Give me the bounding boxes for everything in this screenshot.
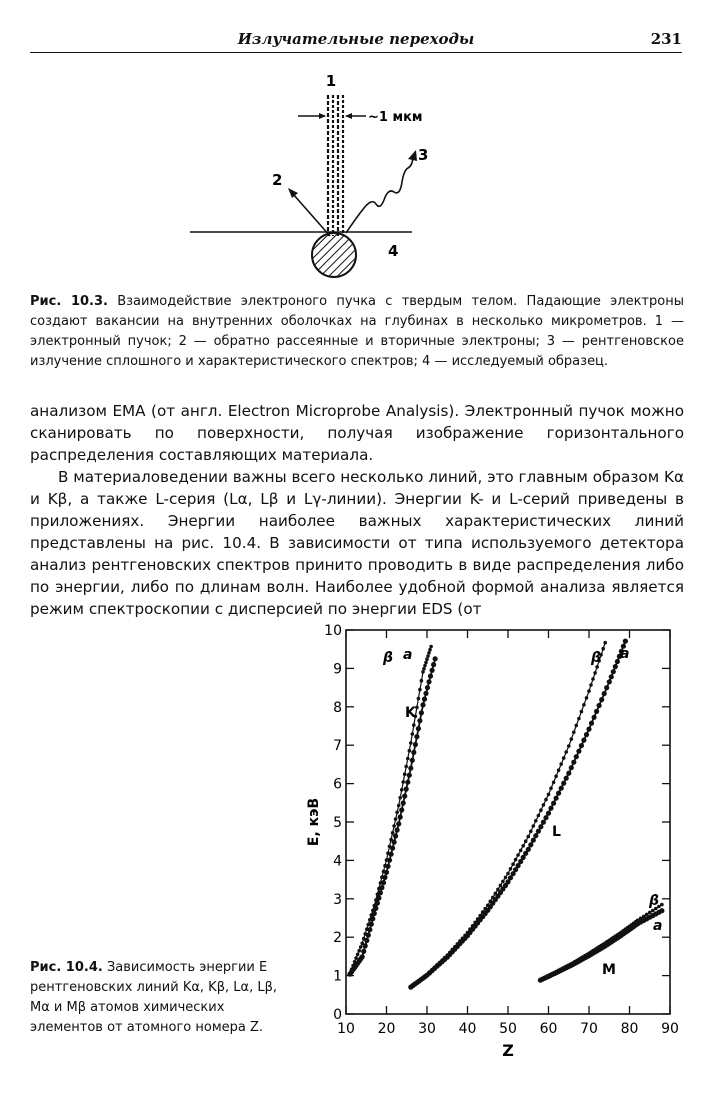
data-point (557, 768, 561, 772)
data-point (360, 954, 365, 959)
x-tick-label: 40 (458, 1021, 477, 1037)
data-point (501, 880, 505, 884)
data-point (423, 664, 427, 668)
data-point (559, 786, 564, 791)
data-point (572, 730, 576, 734)
x-tick-label: 80 (620, 1021, 639, 1037)
data-point (556, 791, 561, 796)
data-point (361, 949, 366, 954)
data-point (531, 838, 536, 843)
figure-electron-beam-interaction (180, 68, 510, 290)
data-point (541, 820, 546, 825)
data-point (410, 758, 415, 763)
data-point (539, 808, 543, 812)
data-point (471, 924, 475, 928)
data-point (468, 927, 472, 931)
data-point (377, 887, 381, 891)
series-Kβ (348, 645, 433, 975)
data-point (400, 788, 404, 792)
data-point (416, 726, 421, 731)
data-point (524, 839, 528, 843)
annotation: K (405, 705, 416, 721)
data-point (548, 806, 553, 811)
data-point (357, 949, 361, 953)
data-point (426, 654, 430, 658)
data-point (566, 771, 571, 776)
annotation: a (653, 918, 663, 934)
series-Lα (408, 639, 628, 990)
data-point (431, 662, 436, 667)
data-point (532, 824, 536, 828)
data-point (584, 732, 589, 737)
data-point (430, 668, 435, 673)
series-Kα (347, 656, 437, 977)
backscatter-arrow (288, 188, 330, 236)
data-point (351, 964, 355, 968)
paragraph: анализом ЕМА (от англ. Electron Microprobe Analysis). Электронный пучок можно сканировать по поверхности, получая изображение горизонтального распределения составляющих материала. (30, 402, 684, 464)
data-point (499, 884, 503, 888)
x-tick-label: 50 (499, 1021, 517, 1037)
data-point (401, 800, 406, 805)
data-point (395, 811, 399, 815)
data-point (403, 772, 407, 776)
data-point (362, 937, 366, 941)
data-point (414, 734, 419, 739)
data-point (425, 685, 430, 690)
data-point (571, 760, 576, 765)
data-point (428, 674, 433, 679)
data-point (409, 741, 413, 745)
x-tick-label: 60 (539, 1021, 558, 1037)
data-point (404, 787, 409, 792)
y-tick-label: 2 (333, 930, 342, 947)
label-beam: 1 (325, 72, 337, 90)
data-point (496, 888, 500, 892)
data-point (391, 831, 395, 835)
data-point (521, 844, 525, 848)
data-point (579, 743, 584, 748)
data-point (478, 914, 482, 918)
data-point (429, 645, 433, 649)
running-title: Излучательные переходы (237, 30, 475, 48)
data-point (494, 892, 498, 896)
data-point (589, 683, 593, 687)
data-point (425, 657, 429, 661)
annotation: a (620, 646, 630, 662)
data-point (420, 679, 424, 683)
annotation: β (383, 650, 394, 666)
data-point (591, 677, 595, 681)
data-point (408, 766, 413, 771)
annotation: M (602, 962, 616, 978)
data-point (433, 656, 438, 661)
x-tick-label: 10 (337, 1021, 355, 1037)
data-point (567, 744, 571, 748)
series-Lβ (409, 641, 607, 988)
figure-10-3-caption (30, 292, 684, 372)
label-sample: 4 (388, 242, 399, 260)
data-point (385, 858, 389, 862)
y-tick-label: 4 (333, 853, 342, 870)
data-point (489, 900, 493, 904)
annotation: β (591, 650, 602, 666)
data-point (601, 647, 605, 651)
y-tick-label: 7 (333, 738, 342, 755)
interaction-volume (312, 233, 356, 277)
data-point (418, 688, 422, 692)
data-point (527, 835, 531, 839)
data-point (398, 796, 402, 800)
data-point (393, 833, 398, 838)
paragraph: В материаловедении важны всего несколько линий, это главным образом Kα и Kβ, а также L-серия (Lα, Lβ и Lγ-линии). Энергии K- и L-серий приведены в приложениях. Энергии наиболее важных характеристических линий представлены на рис. 10.4. В зависимости от типа используемого детектора анализ рентгеновских спектров принито проводить в виде распределения либо по энергии, либо по длинам волн. Наиболее удобной формой анализа является режим спектроскопии с дисперсией по энергии EDS (от (30, 468, 684, 618)
y-tick-label: 0 (333, 1007, 342, 1023)
data-point (604, 685, 609, 690)
data-point (645, 913, 649, 917)
data-point (413, 742, 418, 747)
figure-10-4-caption (30, 958, 280, 1038)
y-tick-label: 10 (324, 623, 342, 639)
data-point (417, 697, 421, 701)
caption-text: Зависимость энергии E рентгеновских линий Kα, Kβ, Lα, Lβ, Mα и Mβ атомов химических элементов от атомного номера Z. (30, 960, 278, 1035)
data-point (408, 749, 412, 753)
y-tick-label: 8 (333, 699, 342, 716)
data-point (354, 956, 358, 960)
data-point (542, 803, 546, 807)
xray-energy-chart (296, 622, 696, 1062)
data-point (422, 667, 426, 671)
data-point (411, 732, 415, 736)
data-point (528, 842, 533, 847)
data-point (483, 907, 487, 911)
data-point (581, 738, 586, 743)
data-point (463, 934, 467, 938)
data-point (506, 872, 510, 876)
data-point (603, 641, 607, 645)
series-line (411, 643, 605, 987)
data-point (373, 904, 377, 908)
data-point (559, 762, 563, 766)
data-point (577, 717, 581, 721)
data-point (396, 821, 401, 826)
data-point (395, 827, 400, 832)
size-label: ~1 мкм (368, 110, 423, 125)
data-point (370, 913, 374, 917)
data-point (648, 911, 652, 915)
data-point (594, 709, 599, 714)
data-point (554, 796, 559, 801)
electron-beam (328, 95, 343, 236)
page-header (30, 30, 682, 53)
data-point (486, 904, 490, 908)
data-point (405, 780, 410, 785)
data-point (394, 817, 398, 821)
annotation: a (403, 647, 413, 663)
annotation: β (649, 893, 660, 909)
data-point (412, 723, 416, 727)
data-point (374, 898, 378, 902)
data-point (399, 807, 404, 812)
data-point (411, 750, 416, 755)
data-point (421, 670, 425, 674)
data-point (639, 917, 643, 921)
data-point (382, 870, 386, 874)
data-point (533, 833, 538, 838)
data-point (514, 858, 518, 862)
data-point (456, 942, 460, 946)
data-point (397, 804, 401, 808)
data-point (609, 674, 614, 679)
data-point (401, 780, 405, 784)
data-point (562, 756, 566, 760)
data-point (353, 960, 357, 964)
data-point (642, 915, 646, 919)
data-point (428, 648, 432, 652)
data-point (386, 851, 390, 855)
data-point (602, 691, 607, 696)
data-point (426, 679, 431, 684)
caption-text: Взаимодействие электроного пучка с твердым телом. Падающие электроны создают вакансии на внутренних оболочках на глубинах в несколько микрометров. 1 — электронный пучок; 2 — обратно рассеянные и вторичные электроны; 3 — рентгеновское излучение сплошного и характеристического спектров; 4 — исследуемый образец. (30, 294, 684, 369)
data-point (379, 881, 383, 885)
data-point (592, 715, 597, 720)
data-point (538, 824, 543, 829)
data-point (458, 939, 462, 943)
data-point (651, 909, 655, 913)
y-tick-label: 1 (333, 968, 342, 985)
x-tick-label: 70 (580, 1021, 598, 1037)
x-axis-label: Z (502, 1041, 514, 1060)
data-point (446, 953, 450, 957)
data-point (407, 773, 412, 778)
data-point (371, 909, 375, 913)
annotation: L (552, 824, 561, 840)
data-point (575, 724, 579, 728)
label-xray: 3 (418, 146, 429, 164)
data-point (389, 838, 393, 842)
data-point (380, 875, 384, 879)
data-point (564, 750, 568, 754)
data-point (356, 953, 360, 957)
x-tick-label: 30 (418, 1021, 436, 1037)
x-tick-label: 20 (377, 1021, 396, 1037)
data-point (419, 710, 424, 715)
data-point (519, 849, 523, 853)
data-point (365, 927, 369, 931)
data-point (453, 945, 457, 949)
data-point (529, 830, 533, 834)
data-point (360, 942, 364, 946)
xray-arrow (346, 150, 417, 233)
data-point (564, 776, 569, 781)
data-point (424, 661, 428, 665)
data-point (348, 971, 352, 975)
data-point (580, 710, 584, 714)
data-point (587, 689, 591, 693)
data-point (549, 787, 553, 791)
data-point (585, 696, 589, 700)
y-tick-label: 5 (333, 815, 342, 831)
data-point (383, 864, 387, 868)
data-point (582, 703, 586, 707)
data-point (570, 737, 574, 741)
data-point (392, 824, 396, 828)
data-point (659, 908, 664, 913)
data-point (476, 917, 480, 921)
data-point (597, 703, 602, 708)
data-point (574, 754, 579, 759)
y-tick-label: 6 (333, 776, 342, 793)
data-point (537, 814, 541, 818)
data-point (422, 697, 427, 702)
data-point (544, 798, 548, 802)
data-point (359, 945, 363, 949)
data-point (607, 679, 612, 684)
data-point (546, 811, 551, 816)
data-point (552, 781, 556, 785)
data-point (593, 671, 597, 675)
data-point (589, 721, 594, 726)
data-point (534, 819, 538, 823)
data-point (423, 691, 428, 696)
data-point (473, 921, 477, 925)
y-tick-label: 3 (333, 891, 342, 908)
series-line (411, 641, 626, 987)
data-point (388, 845, 392, 849)
data-point (554, 774, 558, 778)
data-point (623, 639, 628, 644)
series-line (350, 647, 431, 973)
data-point (491, 896, 495, 900)
data-point (543, 815, 548, 820)
data-point (402, 794, 407, 799)
data-point (576, 749, 581, 754)
data-point (367, 923, 371, 927)
data-point (417, 718, 422, 723)
data-point (350, 967, 354, 971)
data-point (611, 669, 616, 674)
data-point (586, 727, 591, 732)
page-number: 231 (650, 30, 682, 48)
data-point (569, 765, 574, 770)
data-point (526, 847, 531, 852)
data-point (504, 876, 508, 880)
data-point (599, 697, 604, 702)
data-point (516, 853, 520, 857)
data-point (406, 757, 410, 761)
data-point (547, 793, 551, 797)
data-point (561, 781, 566, 786)
data-point (420, 702, 425, 707)
data-point (368, 918, 372, 922)
data-point (511, 862, 515, 866)
data-point (636, 919, 640, 923)
data-point (466, 931, 470, 935)
data-point (536, 829, 541, 834)
y-axis-label: E, кэВ (306, 797, 322, 847)
caption-label: Рис. 10.4. (30, 960, 103, 975)
data-point (660, 903, 664, 907)
data-point (481, 910, 485, 914)
data-point (427, 651, 431, 655)
data-point (461, 937, 465, 941)
data-point (509, 867, 513, 871)
label-backscatter: 2 (272, 171, 283, 189)
y-tick-label: 9 (333, 661, 342, 678)
data-point (404, 765, 408, 769)
data-point (451, 948, 455, 952)
data-point (448, 951, 452, 955)
data-point (376, 893, 380, 897)
data-point (613, 664, 618, 669)
x-tick-label: 90 (661, 1021, 679, 1037)
data-point (551, 801, 556, 806)
data-point (398, 814, 403, 819)
caption-label: Рис. 10.3. (30, 294, 108, 309)
data-point (363, 932, 367, 936)
